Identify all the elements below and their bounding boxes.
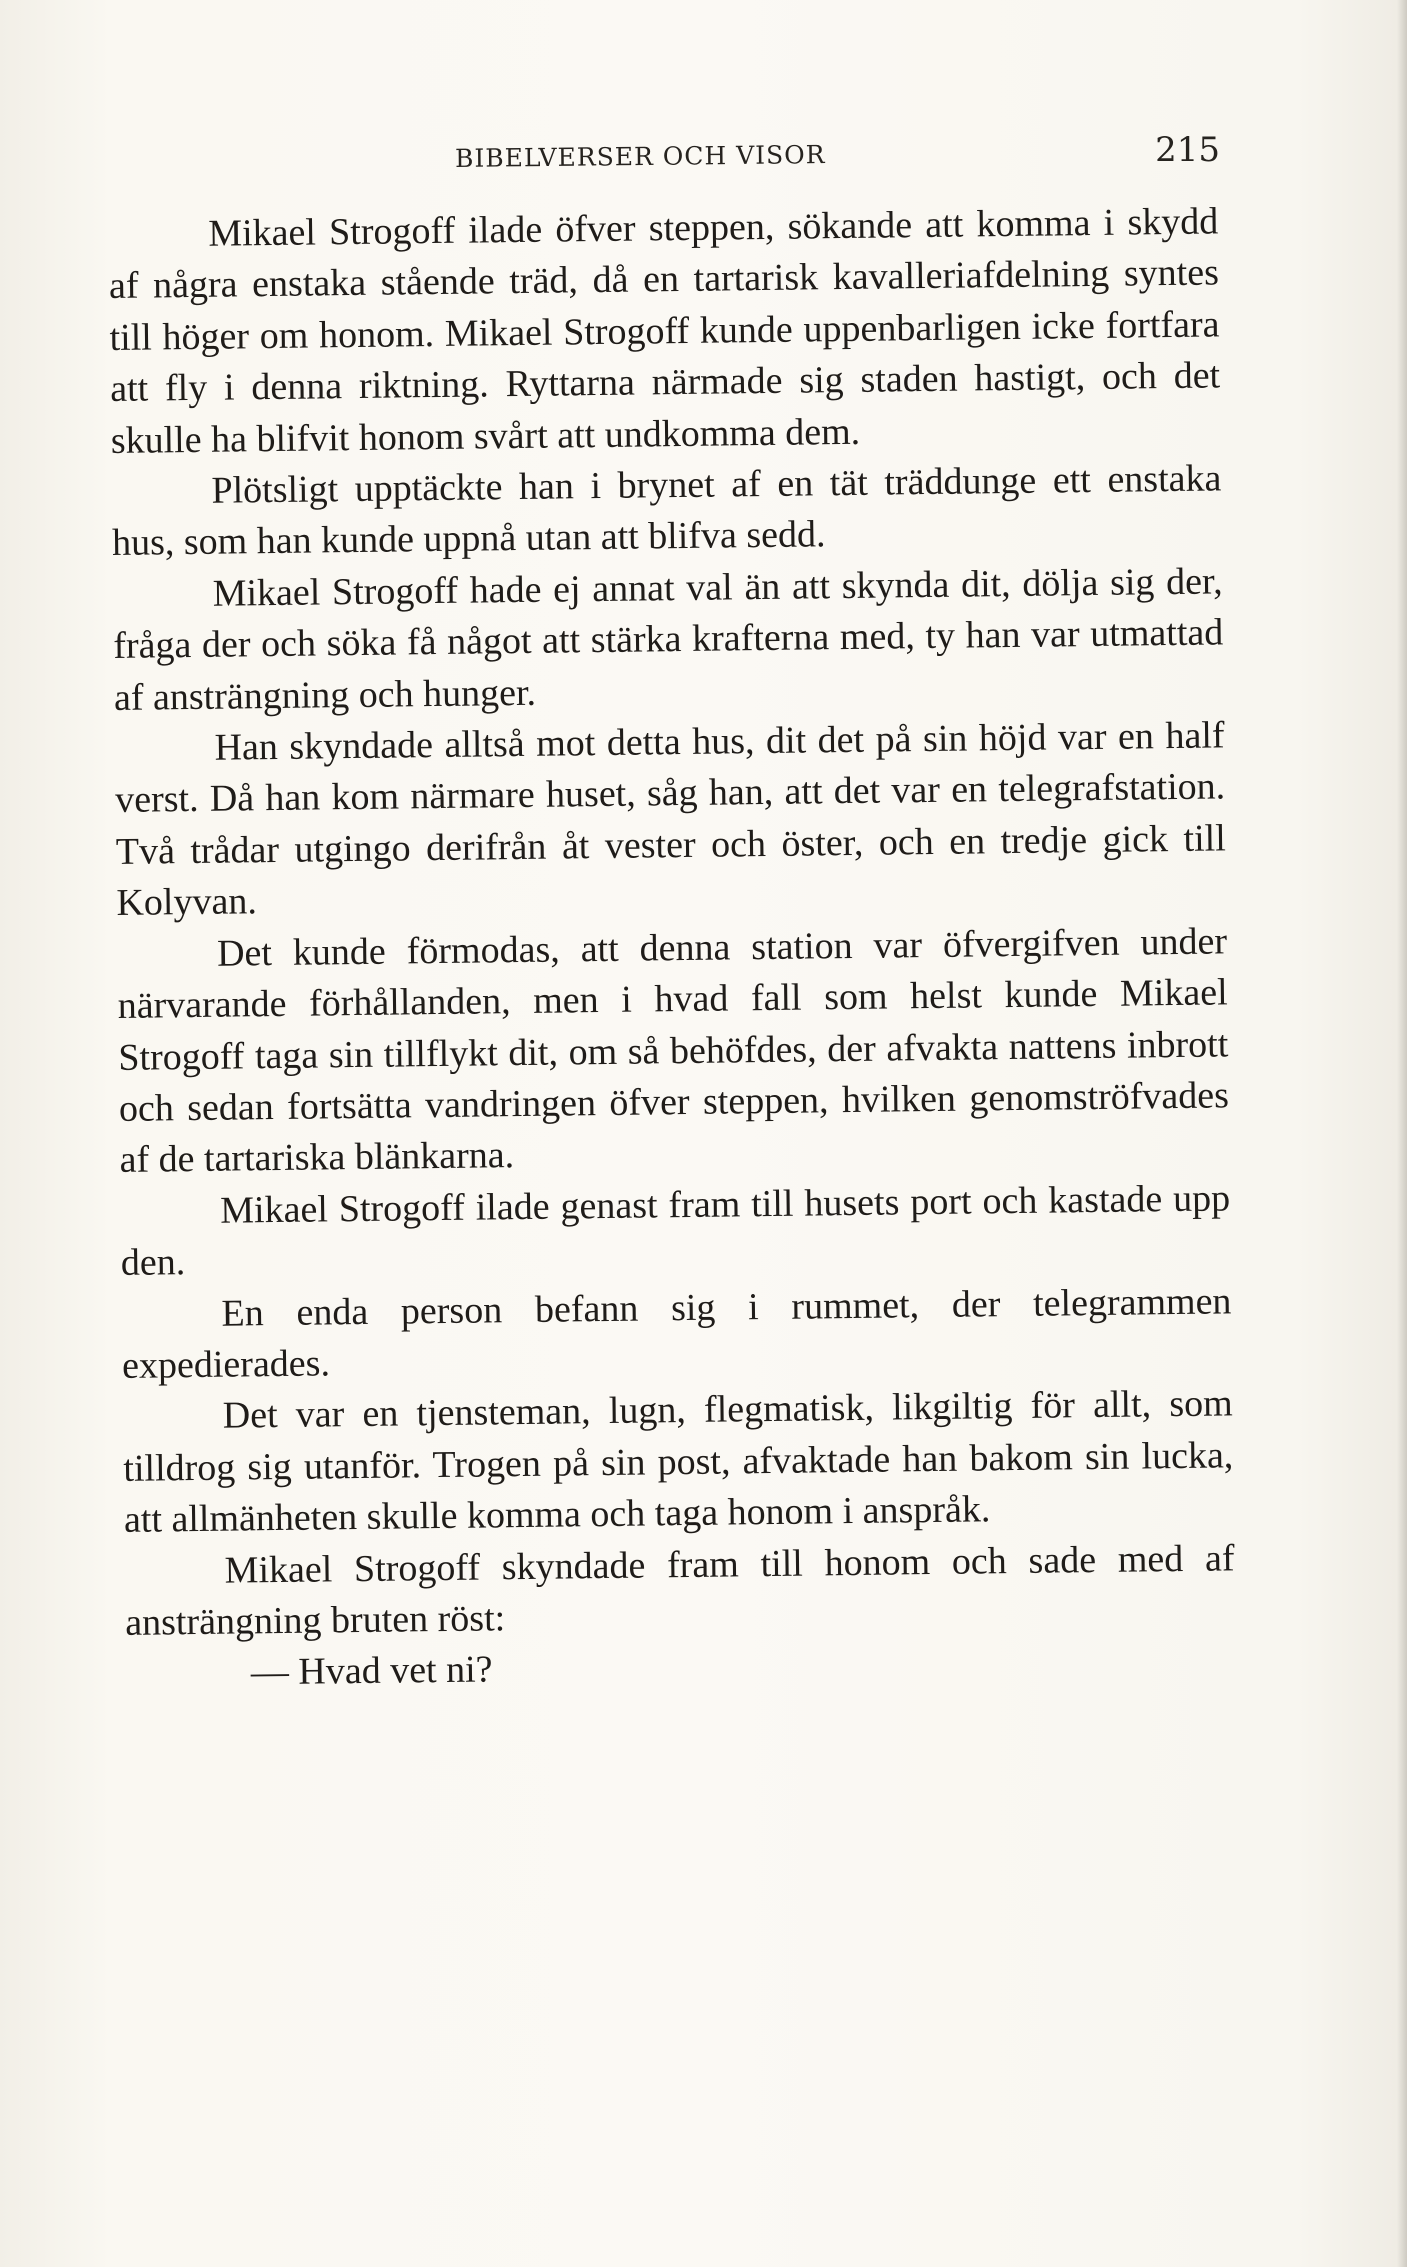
paragraph-4: Han skyndade alltså mot detta hus, dit det på sin höjd var en half verst. Då han kom närmare huset, såg han, att det var en telegrafstation. Två trådar utgingo derifrån åt vester och öster, och en tredje gick till Kolyvan. bbox=[114, 714, 1227, 925]
paragraph-5: Det kunde förmodas, att denna station var öfvergifven under närvarande förhållanden, men i hvad fall som helst kunde Mikael Strogoff taga sin tillflykt dit, om så behöfdes, der afvakta nattens inbrott och sedan fortsätta vandringen öfver steppen, hvilken genomströfvades af de tartariska blänkarna. bbox=[117, 920, 1230, 1182]
dialogue-line: — Hvad vet ni? bbox=[250, 1648, 493, 1694]
paragraph-9: Mikael Strogoff skyndade fram till honom och sade med af ansträngning bruten röst: bbox=[125, 1536, 1235, 1644]
paragraph-1: Mikael Strogoff ilade öfver steppen, sökande att komma i skydd af några enstaka stående träd, då en tartarisk kavalleriafdelning syntes till höger om honom. Mikael Strogoff kunde uppenbarligen icke fortfara att fly i denna riktning. Ryttarna närmade sig staden hastigt, och det skulle ha blifvit honom svårt att undkomma dem. bbox=[108, 200, 1221, 462]
paragraph-7: En enda person befann sig i rummet, der telegrammen expedierades. bbox=[121, 1279, 1232, 1387]
paragraph-2: Plötsligt upptäckte han i brynet af en tät träddunge ett enstaka hus, som han kunde uppnå utan att blifva sedd. bbox=[111, 457, 1222, 565]
page-header bbox=[100, 130, 1220, 180]
body-text bbox=[108, 196, 1236, 1700]
paragraph-8: Det var en tjensteman, lugn, flegmatisk, likgiltig för allt, som tilldrog sig utanför. Trogen på sin post, afvaktade han bakom sin lucka, att allmänheten skulle komma och taga honom i anspråk. bbox=[123, 1382, 1234, 1542]
paragraph-3: Mikael Strogoff hade ej annat val än att skynda dit, dölja sig der, fråga der och söka få något att stärka krafterna med, ty han var utmattad af ansträngning och hunger. bbox=[113, 560, 1224, 719]
running-head: BIBELVERSER OCH VISOR bbox=[454, 140, 826, 173]
paragraph-6: Mikael Strogoff ilade genast fram till husets port och kastade upp den. bbox=[120, 1177, 1231, 1285]
page-edge-shadow bbox=[1397, 0, 1407, 2267]
page-number: 215 bbox=[1155, 130, 1220, 170]
